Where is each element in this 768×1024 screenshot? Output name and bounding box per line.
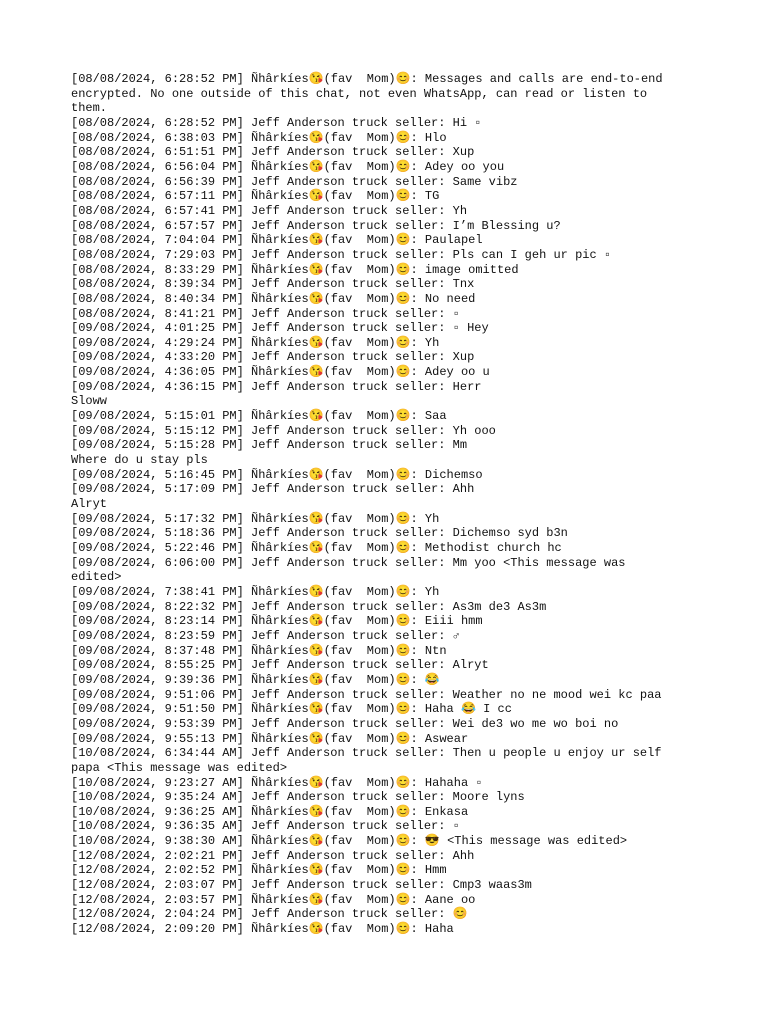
transcript-line: [08/08/2024, 6:28:52 PM] Jeff Anderson truck seller: Hi ▫ (71, 115, 482, 130)
transcript-line: [08/08/2024, 6:57:41 PM] Jeff Anderson truck seller: Yh (71, 203, 468, 218)
transcript-line: Alryt (71, 497, 108, 512)
transcript-line: [09/08/2024, 5:18:36 PM] Jeff Anderson truck seller: Dichemso syd b3n (71, 526, 568, 541)
transcript-line: [09/08/2024, 5:17:09 PM] Jeff Anderson truck seller: Ahh (71, 482, 475, 497)
transcript-line: [10/08/2024, 9:38:30 AM] Ñhârkíes😘(fav Mom)😊: 😎 <This message was edited> (71, 834, 628, 849)
transcript-line: encrypted. No one outside of this chat, not even WhatsApp, can read or listen to (71, 86, 648, 101)
transcript-line: [09/08/2024, 4:36:15 PM] Jeff Anderson truck seller: Herr (71, 379, 482, 394)
transcript-line: [09/08/2024, 9:55:13 PM] Ñhârkíes😘(fav Mom)😊: Aswear (71, 731, 469, 746)
transcript-line: [12/08/2024, 2:04:24 PM] Jeff Anderson truck seller: 😊 (71, 907, 468, 922)
transcript-line: [10/08/2024, 9:36:35 AM] Jeff Anderson truck seller: ▫ (71, 819, 460, 834)
transcript-line: [10/08/2024, 9:36:25 AM] Ñhârkíes😘(fav Mom)😊: Enkasa (71, 804, 469, 819)
transcript-line: [08/08/2024, 6:51:51 PM] Jeff Anderson truck seller: Xup (71, 145, 475, 160)
transcript-line: [08/08/2024, 8:33:29 PM] Ñhârkíes😘(fav Mom)😊: image omitted (71, 262, 519, 277)
transcript-line: [08/08/2024, 8:40:34 PM] Ñhârkíes😘(fav Mom)😊: No need (71, 291, 476, 306)
transcript-line: [09/08/2024, 8:22:32 PM] Jeff Anderson truck seller: As3m de3 As3m (71, 599, 547, 614)
transcript-line: [09/08/2024, 4:29:24 PM] Ñhârkíes😘(fav Mom)😊: Yh (71, 335, 440, 350)
transcript-line: [09/08/2024, 5:15:01 PM] Ñhârkíes😘(fav Mom)😊: Saa (71, 409, 447, 424)
transcript-line: [10/08/2024, 9:23:27 AM] Ñhârkíes😘(fav Mom)😊: Hahaha ▫ (71, 775, 483, 790)
transcript-line: edited> (71, 570, 122, 585)
transcript-line: [09/08/2024, 4:33:20 PM] Jeff Anderson truck seller: Xup (71, 350, 475, 365)
transcript-line: [09/08/2024, 5:15:12 PM] Jeff Anderson truck seller: Yh ooo (71, 423, 496, 438)
transcript-line: [12/08/2024, 2:02:21 PM] Jeff Anderson truck seller: Ahh (71, 848, 475, 863)
transcript-line: [09/08/2024, 4:01:25 PM] Jeff Anderson truck seller: ▫ Hey (71, 321, 489, 336)
transcript-line: [09/08/2024, 9:51:06 PM] Jeff Anderson truck seller: Weather no ne mood wei kc paa (71, 687, 662, 702)
transcript-line: [09/08/2024, 9:53:39 PM] Jeff Anderson truck seller: Wei de3 wo me wo boi no (71, 716, 619, 731)
transcript-line: [08/08/2024, 6:57:57 PM] Jeff Anderson truck seller: I’m Blessing u? (71, 218, 561, 233)
transcript-line: [08/08/2024, 6:56:04 PM] Ñhârkíes😘(fav Mom)😊: Adey oo you (71, 159, 505, 174)
transcript-line: [12/08/2024, 2:02:52 PM] Ñhârkíes😘(fav Mom)😊: Hmm (71, 863, 447, 878)
transcript-line: [10/08/2024, 6:34:44 AM] Jeff Anderson truck seller: Then u people u enjoy ur self (71, 746, 662, 761)
transcript-line: [08/08/2024, 6:56:39 PM] Jeff Anderson truck seller: Same vibz (71, 174, 518, 189)
transcript-line: [09/08/2024, 5:16:45 PM] Ñhârkíes😘(fav Mom)😊: Dichemso (71, 467, 483, 482)
transcript-line: [09/08/2024, 8:23:14 PM] Ñhârkíes😘(fav Mom)😊: Eiii hmm (71, 614, 483, 629)
transcript-line: [09/08/2024, 8:55:25 PM] Jeff Anderson truck seller: Alryt (71, 658, 489, 673)
transcript-line: [09/08/2024, 5:22:46 PM] Ñhârkíes😘(fav Mom)😊: Methodist church hc (71, 541, 562, 555)
transcript-line: [09/08/2024, 5:15:28 PM] Jeff Anderson truck seller: Mm (71, 438, 468, 453)
chat-transcript-lines (71, 72, 701, 937)
transcript-line: [09/08/2024, 4:36:05 PM] Ñhârkíes😘(fav Mom)😊: Adey oo u (71, 365, 490, 380)
transcript-line: [08/08/2024, 7:04:04 PM] Ñhârkíes😘(fav Mom)😊: Paulapel (71, 233, 483, 248)
transcript-line: [08/08/2024, 6:28:52 PM] Ñhârkíes😘(fav Mom)😊: Messages and calls are end-to-end (71, 72, 663, 86)
transcript-line: Where do u stay pls (71, 453, 208, 468)
transcript-line: [12/08/2024, 2:09:20 PM] Ñhârkíes😘(fav Mom)😊: Haha (71, 922, 454, 937)
transcript-line: papa <This message was edited> (71, 760, 288, 775)
transcript-line: Sloww (71, 394, 108, 409)
transcript-line: [09/08/2024, 6:06:00 PM] Jeff Anderson truck seller: Mm yoo <This message was (71, 555, 626, 570)
transcript-line: [09/08/2024, 7:38:41 PM] Ñhârkíes😘(fav Mom)😊: Yh (71, 584, 440, 599)
transcript-line: [12/08/2024, 2:03:07 PM] Jeff Anderson truck seller: Cmp3 waas3m (71, 878, 532, 893)
transcript-line: them. (71, 101, 108, 116)
transcript-line: [09/08/2024, 8:37:48 PM] Ñhârkíes😘(fav Mom)😊: Ntn (71, 643, 447, 658)
transcript-line: [08/08/2024, 6:57:11 PM] Ñhârkíes😘(fav Mom)😊: TG (71, 189, 440, 204)
transcript-line: [12/08/2024, 2:03:57 PM] Ñhârkíes😘(fav Mom)😊: Aane oo (71, 892, 476, 907)
transcript-line: [09/08/2024, 8:23:59 PM] Jeff Anderson truck seller: ♂ (71, 628, 460, 643)
transcript-line: [08/08/2024, 8:39:34 PM] Jeff Anderson truck seller: Tnx (71, 277, 475, 292)
transcript-line: [08/08/2024, 8:41:21 PM] Jeff Anderson truck seller: ▫ (71, 306, 460, 321)
transcript-line: [10/08/2024, 9:35:24 AM] Jeff Anderson truck seller: Moore lyns (71, 790, 525, 805)
transcript-line: [09/08/2024, 5:17:32 PM] Ñhârkíes😘(fav Mom)😊: Yh (71, 511, 440, 526)
transcript-line: [08/08/2024, 6:38:03 PM] Ñhârkíes😘(fav Mom)😊: Hlo (71, 130, 447, 145)
chat-transcript-page (71, 72, 701, 937)
transcript-line: [09/08/2024, 9:51:50 PM] Ñhârkíes😘(fav Mom)😊: Haha 😂 I cc (71, 702, 512, 717)
transcript-line: [08/08/2024, 7:29:03 PM] Jeff Anderson truck seller: Pls can I geh ur pic ▫ (71, 247, 612, 262)
transcript-line: [09/08/2024, 9:39:36 PM] Ñhârkíes😘(fav Mom)😊: 😂 (71, 672, 440, 687)
